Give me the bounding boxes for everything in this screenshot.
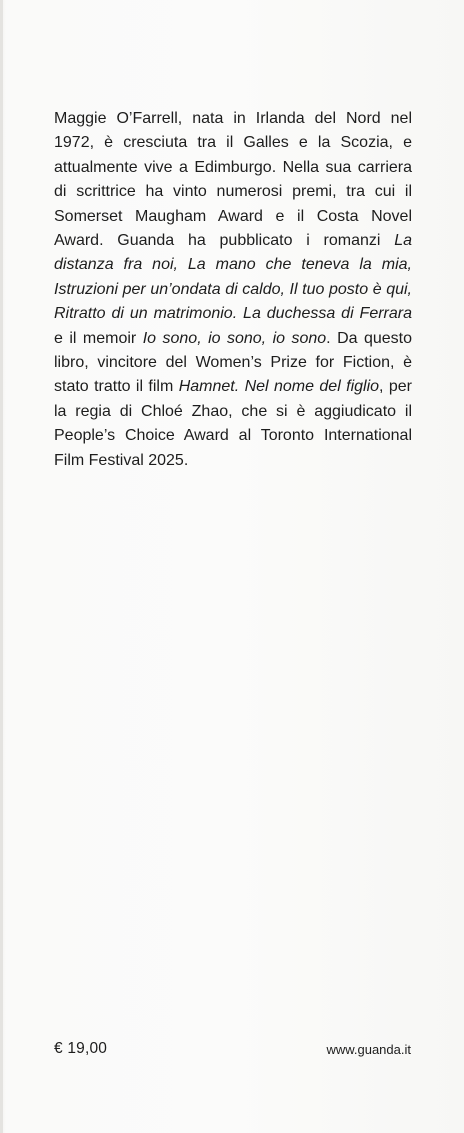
bio-novels-titles: La distanza fra noi, La mano che teneva la mia, Istruzioni per un’ondata di caldo, Il tuo posto è qui, Ritratto di un matrimonio. La duchessa di Ferrara (54, 232, 412, 323)
bio-text-1: Maggie O’Farrell, nata in Irlanda del Nord nel 1972, è cresciuta tra il Galles e la Scozia, e attualmente vive a Edimburgo. Nella sua carriera di scrittrice ha vinto numerosi premi, tra cui il Somerset Maugham Award e il Costa Novel Award. Guanda ha pubblicato i romanzi (54, 110, 412, 250)
bio-text-3: . Da questo libro, vincitore del Women’s Prize for Fiction, è stato tratto il film (54, 329, 413, 396)
flap-fold-edge (0, 0, 3, 1133)
bio-text-2: e il memoir (54, 329, 143, 347)
bio-film-title: Hamnet. Nel nome del figlio (178, 378, 380, 396)
book-price: € 19,00 (54, 1040, 108, 1057)
bio-text-4: , per la regia di Chloé Zhao, che si è aggiudicato il People’s Choice Award al Toronto International Film Festival 2025. (54, 378, 413, 469)
author-biography (54, 107, 412, 473)
publisher-website: www.guanda.it (326, 1042, 411, 1057)
bio-memoir-title: Io sono, io sono, io sono (142, 329, 327, 347)
